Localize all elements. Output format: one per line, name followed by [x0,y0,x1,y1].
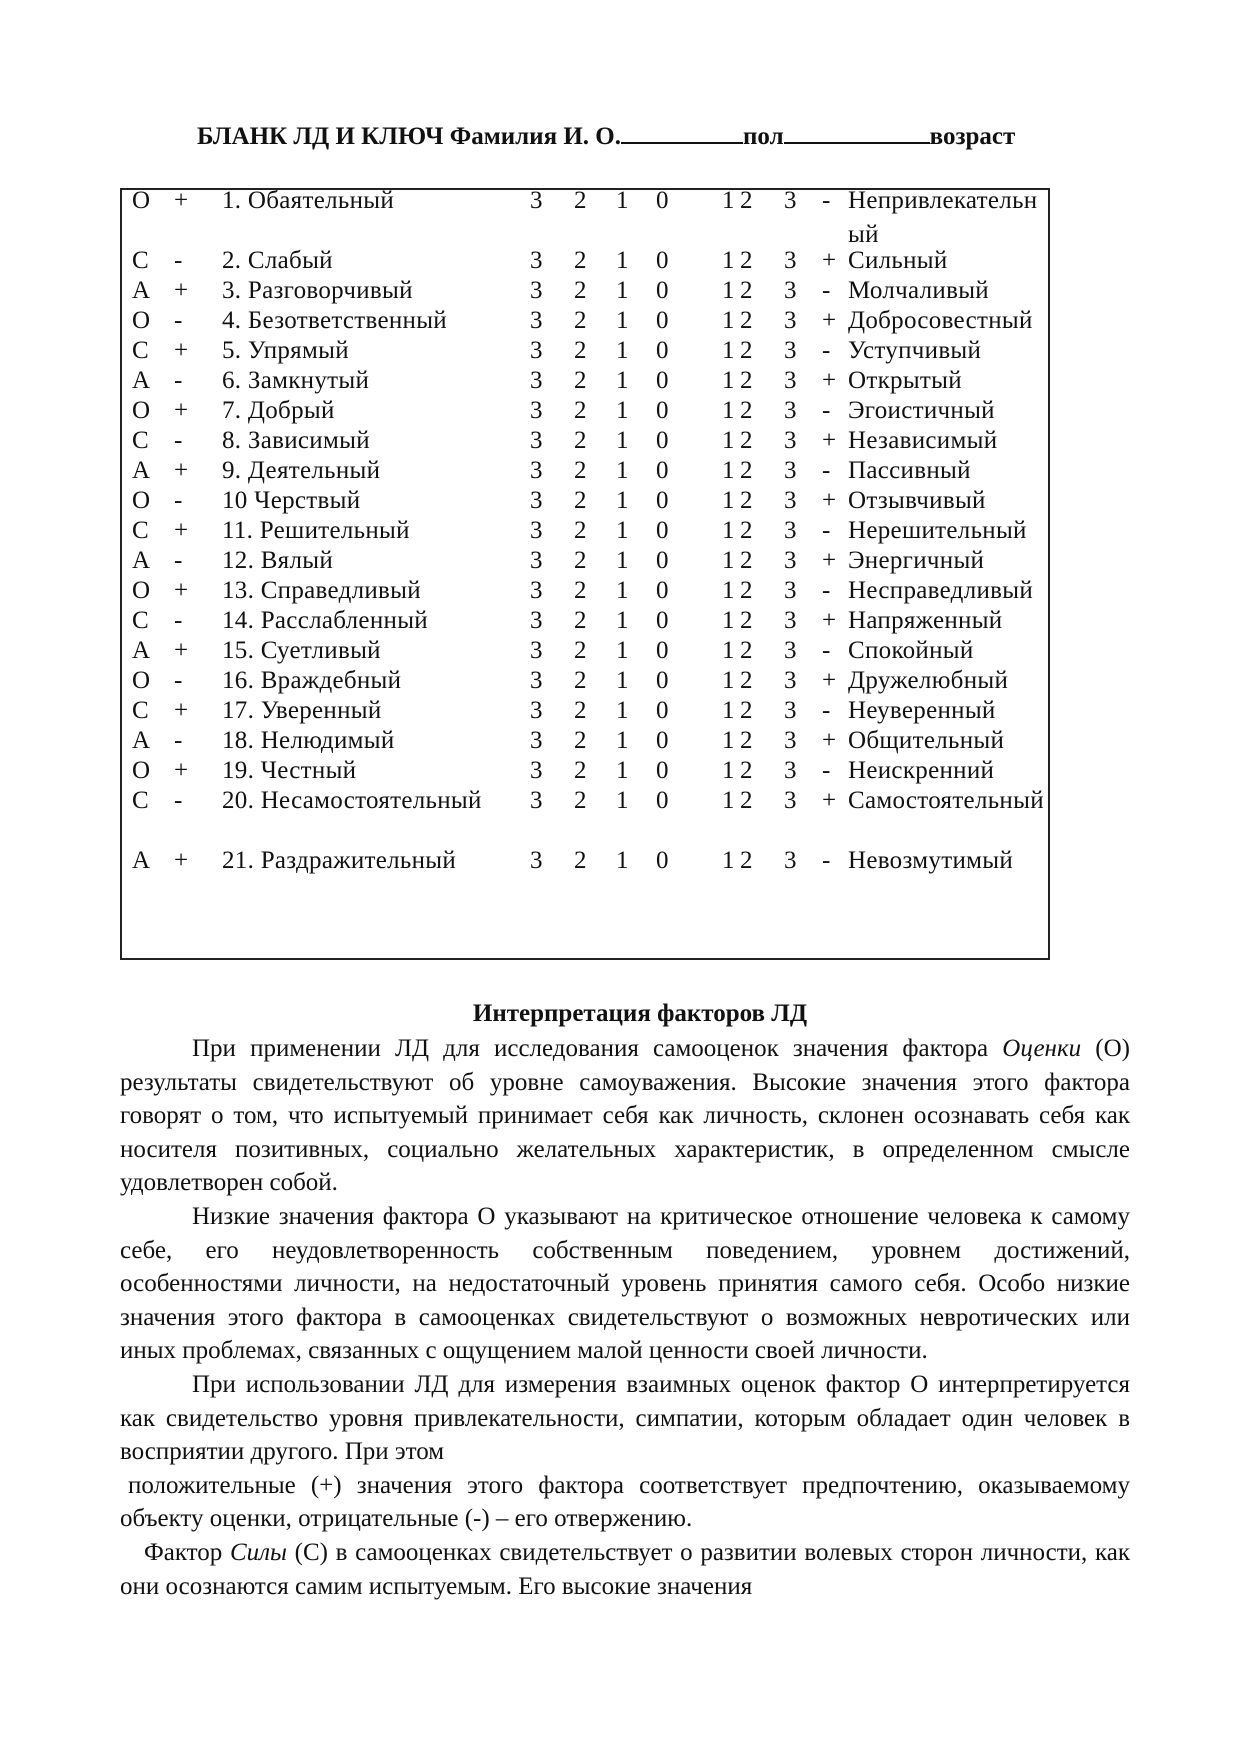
scale-value: 3 [784,637,797,664]
factor-letter: А [132,727,151,754]
right-adjective: Открытый [848,367,962,394]
scale-value: 1 [616,187,629,214]
left-sign: + [174,577,189,604]
scale-value: 1 [616,517,629,544]
scale-value: 3 [784,847,797,874]
right-adjective: Пассивный [848,457,971,484]
right-sign: + [822,307,837,334]
left-adjective: 2. Слабый [222,247,333,274]
scale-value: 1 [616,577,629,604]
scale-value: 2 [740,727,753,754]
paragraph-text: Фактор [144,1538,230,1566]
scale-value: 3 [784,427,797,454]
scale-value: 1 [722,727,735,754]
left-adjective: 19. Честный [222,757,357,784]
right-adjective: Спокойный [848,637,974,664]
sex-label: пол [743,123,784,150]
scale-value: 1 [616,307,629,334]
scale-value: 2 [740,787,753,814]
scale-value: 1 [722,697,735,724]
scale-value: 1 [616,667,629,694]
scale-value: 1 [722,277,735,304]
left-adjective: 15. Суетливый [222,637,381,664]
scale-value: 2 [740,547,753,574]
factor-letter: А [132,637,151,664]
right-adjective: Неуверенный [848,697,996,724]
right-sign: - [822,637,831,664]
scale-value: 2 [740,457,753,484]
factor-letter: О [132,307,151,334]
scale-value: 2 [740,367,753,394]
scale-value: 3 [530,787,543,814]
paragraph-text: (О) результаты свидетельствуют об уровне самоуважения. Высокие значения этого фактора говорят о том, что испытуемый принимает себя как личность, склонен осознавать себя как носителя позитивных, социально желательных характеристик, в определенном смысле удовлетворен собой. [120,1035,1130,1197]
scale-value: 3 [784,487,797,514]
scale-value: 0 [656,697,669,724]
scale-value: 2 [574,307,587,334]
scale-value: 3 [530,487,543,514]
left-sign: + [174,187,189,214]
age-label: возраст [929,123,1016,150]
factor-letter: А [132,457,151,484]
scale-value: 2 [740,247,753,274]
paragraph-text: При применении ЛД для исследования самооценок значения фактора [192,1035,1003,1062]
scale-value: 1 [722,337,735,364]
right-adjective: Неискренний [848,757,995,784]
left-sign: + [174,517,189,544]
left-sign: - [174,367,183,394]
factor-letter: С [132,517,149,544]
scale-value: 1 [722,397,735,424]
right-sign: + [822,607,837,634]
scale-value: 1 [616,787,629,814]
right-adjective: Общительный [848,727,1005,754]
scale-value: 2 [740,307,753,334]
scale-value: 1 [722,487,735,514]
left-adjective: 7. Добрый [222,397,335,424]
right-adjective: Добросовестный [848,307,1033,334]
scale-value: 1 [722,517,735,544]
scale-value: 1 [616,637,629,664]
left-adjective: 8. Зависимый [222,427,370,454]
right-sign: + [822,247,837,274]
interpretation-text [120,1032,1130,1603]
scale-value: 1 [616,697,629,724]
scale-value: 0 [656,277,669,304]
left-adjective: 4. Безответственный [222,307,447,334]
scale-value: 3 [784,697,797,724]
right-sign: - [822,187,831,214]
scale-value: 0 [656,637,669,664]
scale-value: 1 [722,427,735,454]
right-sign: + [822,367,837,394]
right-adjective: Молчаливый [848,277,989,304]
semantic-differential-table [120,188,1050,960]
scale-value: 3 [784,607,797,634]
scale-value: 3 [530,397,543,424]
left-sign: - [174,667,183,694]
scale-value: 0 [656,727,669,754]
scale-value: 3 [530,757,543,784]
scale-value: 2 [574,697,587,724]
factor-letter: О [132,577,151,604]
scale-value: 0 [656,427,669,454]
left-adjective: 13. Справедливый [222,577,421,604]
right-sign: + [822,667,837,694]
left-sign: + [174,847,189,874]
factor-letter: О [132,667,151,694]
name-blank-line [621,120,743,144]
scale-value: 2 [740,577,753,604]
left-sign: - [174,727,183,754]
form-title: БЛАНК ЛД И КЛЮЧ Фамилия И. О. [197,123,621,150]
factor-letter: А [132,847,151,874]
right-adjective: Дружелюбный [848,667,1009,694]
scale-value: 1 [722,847,735,874]
factor-letter: С [132,427,149,454]
factor-letter: С [132,337,149,364]
scale-value: 3 [784,397,797,424]
scale-value: 2 [740,487,753,514]
scale-value: 3 [784,547,797,574]
scale-value: 2 [574,337,587,364]
scale-value: 0 [656,487,669,514]
right-sign: + [822,727,837,754]
scale-value: 2 [740,757,753,784]
left-adjective: 1. Обаятельный [222,187,395,214]
scale-value: 2 [740,607,753,634]
left-adjective: 14. Расслабленный [222,607,428,634]
paragraph: положительные (+) значения этого фактора соответствует предпочтению, оказываемому объекту оценки, отрицательные (-) – его отвержению. [120,1471,1130,1533]
scale-value: 0 [656,787,669,814]
scale-value: 3 [530,547,543,574]
factor-letter: С [132,697,149,724]
left-sign: + [174,337,189,364]
left-sign: - [174,547,183,574]
scale-value: 1 [616,847,629,874]
right-sign: - [822,457,831,484]
scale-value: 3 [784,757,797,784]
left-sign: - [174,487,183,514]
scale-value: 1 [616,487,629,514]
left-adjective: 21. Раздражительный [222,847,457,874]
scale-value: 2 [574,847,587,874]
scale-value: 2 [740,637,753,664]
left-adjective: 9. Деятельный [222,457,381,484]
scale-value: 3 [530,517,543,544]
scale-value: 3 [784,787,797,814]
scale-value: 2 [574,487,587,514]
scale-value: 1 [722,247,735,274]
scale-value: 3 [784,307,797,334]
scale-value: 2 [574,607,587,634]
scale-value: 3 [784,247,797,274]
scale-value: 1 [616,367,629,394]
scale-value: 1 [722,667,735,694]
scale-value: 1 [722,577,735,604]
scale-value: 1 [616,247,629,274]
scale-value: 1 [616,337,629,364]
right-adjective: Уступчивый [848,337,982,364]
right-sign: + [822,547,837,574]
form-header [197,120,1157,152]
scale-value: 3 [784,457,797,484]
left-sign: - [174,607,183,634]
scale-value: 3 [530,277,543,304]
scale-value: 0 [656,517,669,544]
scale-value: 3 [530,457,543,484]
scale-value: 2 [740,397,753,424]
right-adjective: Несправедливый [848,577,1034,604]
right-sign: - [822,577,831,604]
factor-letter: О [132,397,151,424]
left-sign: - [174,787,183,814]
scale-value: 0 [656,667,669,694]
scale-value: 3 [784,337,797,364]
right-adjective: Непривлекательный [848,187,1038,248]
left-adjective: 3. Разговорчивый [222,277,413,304]
scale-value: 0 [656,847,669,874]
italic-term: Силы [229,1538,287,1566]
left-sign: + [174,757,189,784]
scale-value: 3 [784,367,797,394]
scale-value: 2 [574,727,587,754]
right-adjective: Сильный [848,247,948,274]
scale-value: 1 [616,427,629,454]
left-adjective: 18. Нелюдимый [222,727,395,754]
italic-term: Оценки [1002,1035,1082,1062]
scale-value: 0 [656,337,669,364]
scale-value: 2 [574,547,587,574]
right-sign: - [822,337,831,364]
right-sign: + [822,787,837,814]
right-sign: - [822,397,831,424]
right-adjective: Независимый [848,427,998,454]
scale-value: 1 [722,367,735,394]
scale-value: 1 [616,547,629,574]
left-adjective: 12. Вялый [222,547,334,574]
scale-value: 1 [722,757,735,784]
scale-value: 3 [530,427,543,454]
scale-value: 0 [656,757,669,784]
left-sign: - [174,307,183,334]
scale-value: 3 [530,697,543,724]
scale-value: 2 [740,697,753,724]
left-adjective: 6. Замкнутый [222,367,370,394]
scale-value: 3 [530,337,543,364]
scale-value: 1 [722,307,735,334]
scale-value: 2 [740,277,753,304]
scale-value: 1 [722,637,735,664]
scale-value: 2 [574,787,587,814]
scale-value: 2 [574,247,587,274]
scale-value: 3 [784,187,797,214]
factor-letter: А [132,547,151,574]
paragraph [120,1536,1130,1603]
factor-letter: С [132,247,149,274]
scale-value: 2 [574,457,587,484]
left-adjective: 17. Уверенный [222,697,382,724]
right-sign: + [822,487,837,514]
left-adjective: 20. Несамостоятельный [222,787,482,814]
scale-value: 2 [574,427,587,454]
scale-value: 0 [656,187,669,214]
scale-value: 1 [722,547,735,574]
left-sign: + [174,397,189,424]
right-sign: + [822,427,837,454]
scale-value: 3 [530,667,543,694]
sex-blank-line [784,120,930,144]
scale-value: 2 [574,367,587,394]
left-sign: + [174,637,189,664]
scale-value: 1 [616,607,629,634]
scale-value: 1 [722,457,735,484]
scale-value: 1 [722,187,735,214]
factor-letter: С [132,607,149,634]
section-title: Интерпретация факторов ЛД [472,1000,808,1027]
paragraph: Низкие значения фактора О указывают на критическое отношение человека к самому себе, его неудовлетворенность собственным поведением, уровнем достижений, особенностями личности, на недостаточный уровень принятия самого себя. Особо низкие значения этого фактора в самооценках свидетельствуют о возможных невротических или иных проблемах, связанных с ощущением малой ценности своей личности. [120,1202,1130,1365]
scale-value: 2 [574,577,587,604]
scale-value: 1 [616,757,629,784]
scale-value: 3 [530,577,543,604]
scale-value: 3 [530,247,543,274]
scale-value: 1 [722,787,735,814]
scale-value: 3 [784,277,797,304]
scale-value: 2 [740,337,753,364]
scale-value: 2 [740,517,753,544]
scale-value: 1 [616,457,629,484]
paragraph: При использовании ЛД для измерения взаимных оценок фактор О интерпретируется как свидетельство уровня привлекательности, симпатии, которым обладает один человек в восприятии другого. При этом [120,1370,1130,1466]
right-sign: - [822,517,831,544]
left-adjective: 11. Решительный [222,517,410,544]
scale-value: 3 [530,727,543,754]
scale-value: 2 [740,427,753,454]
scale-value: 1 [616,727,629,754]
factor-letter: С [132,787,149,814]
factor-letter: О [132,487,151,514]
factor-letter: О [132,187,151,214]
left-sign: + [174,277,189,304]
scale-value: 0 [656,307,669,334]
scale-value: 2 [574,517,587,544]
scale-value: 2 [740,847,753,874]
scale-value: 2 [574,757,587,784]
scale-value: 0 [656,457,669,484]
scale-value: 2 [574,277,587,304]
scale-value: 3 [530,637,543,664]
scale-value: 0 [656,397,669,424]
right-sign: - [822,277,831,304]
right-adjective: Напряженный [848,607,1003,634]
left-sign: - [174,427,183,454]
factor-letter: А [132,277,151,304]
scale-value: 3 [784,727,797,754]
paragraph-text: (С) в самооценках свидетельствует о развитии волевых сторон личности, как они осознаются самим испытуемым. Его высокие значения [120,1538,1130,1600]
right-adjective: Эгоистичный [848,397,995,424]
scale-value: 3 [530,187,543,214]
factor-letter: А [132,367,151,394]
left-adjective: 16. Враждебный [222,667,402,694]
scale-value: 2 [574,637,587,664]
paragraph [120,1032,1130,1200]
scale-value: 2 [574,397,587,424]
scale-value: 3 [784,667,797,694]
scale-value: 0 [656,247,669,274]
scale-value: 3 [530,847,543,874]
right-sign: - [822,757,831,784]
right-adjective: Нерешительный [848,517,1027,544]
scale-value: 0 [656,367,669,394]
scale-value: 1 [616,397,629,424]
scale-value: 2 [574,187,587,214]
right-adjective: Невозмутимый [848,847,1014,874]
scale-value: 3 [530,307,543,334]
left-sign: + [174,697,189,724]
factor-letter: О [132,757,151,784]
scale-value: 2 [740,187,753,214]
scale-value: 3 [784,577,797,604]
scale-value: 3 [784,517,797,544]
left-sign: + [174,457,189,484]
scale-value: 2 [740,667,753,694]
scale-value: 1 [616,277,629,304]
right-adjective: Энергичный [848,547,985,574]
scale-value: 3 [530,607,543,634]
scale-value: 0 [656,607,669,634]
right-sign: - [822,847,831,874]
right-sign: - [822,697,831,724]
right-adjective: Самостоятельный [848,787,1044,814]
scale-value: 2 [574,667,587,694]
scale-value: 3 [530,367,543,394]
left-adjective: 5. Упрямый [222,337,349,364]
scale-value: 0 [656,547,669,574]
right-adjective: Отзывчивый [848,487,986,514]
scale-value: 1 [722,607,735,634]
left-adjective: 10 Черствый [222,487,361,514]
left-sign: - [174,247,183,274]
scale-value: 0 [656,577,669,604]
